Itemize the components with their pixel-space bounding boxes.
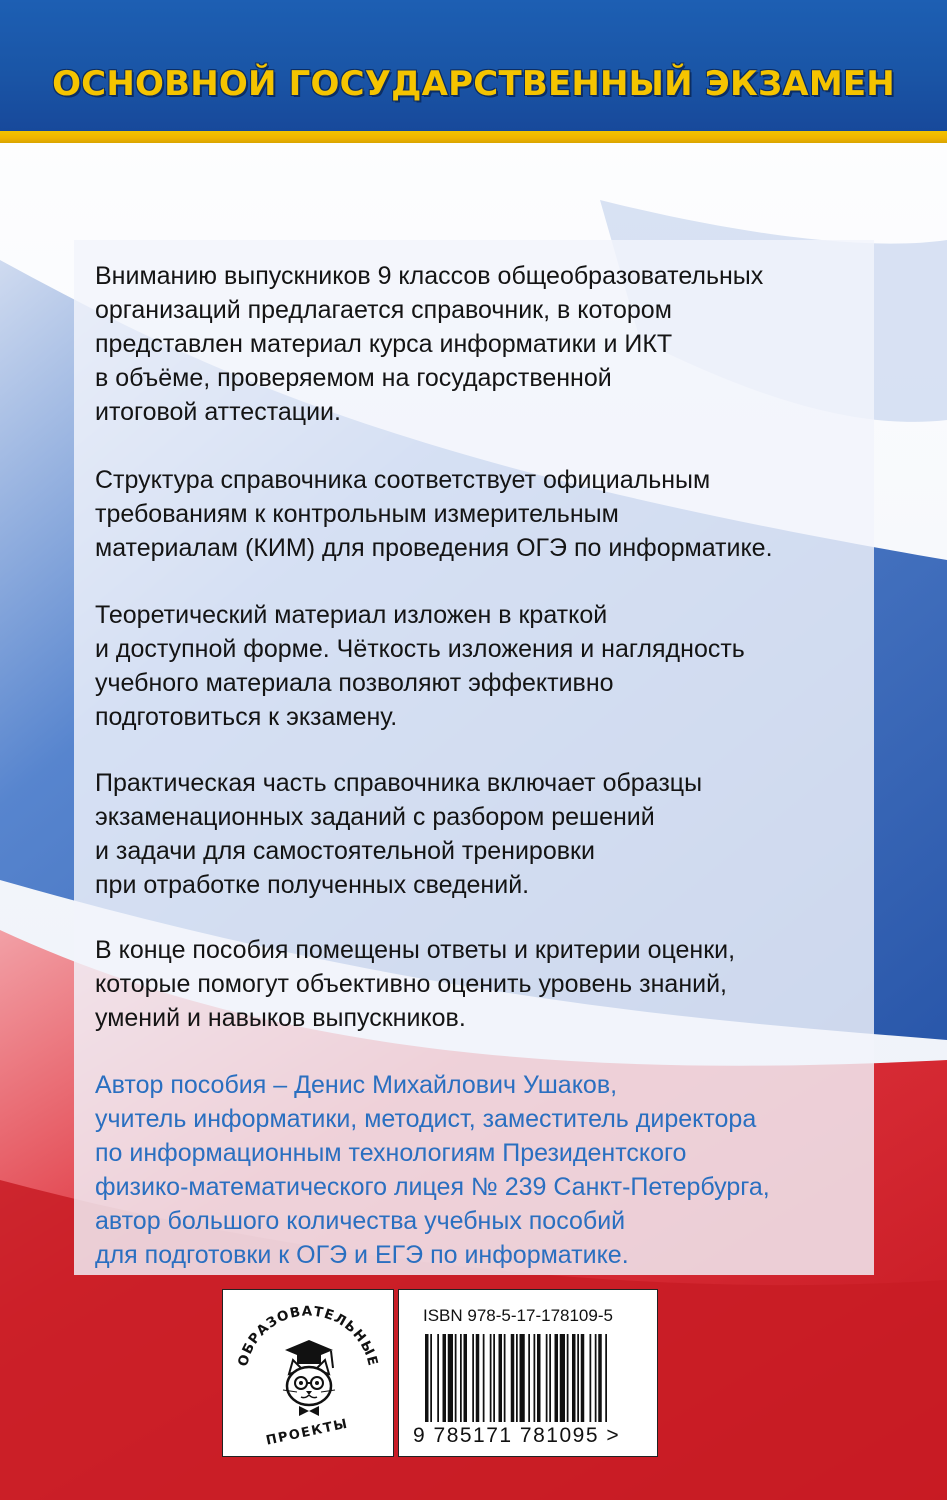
barcode-bar bbox=[493, 1334, 495, 1422]
cat-scholar-icon bbox=[223, 1290, 393, 1456]
barcode-bar bbox=[460, 1334, 462, 1422]
barcode-bar bbox=[425, 1334, 429, 1422]
barcode-bar bbox=[567, 1334, 569, 1422]
barcode-bar bbox=[455, 1334, 457, 1422]
isbn-label: ISBN 978-5-17-178109-5 bbox=[423, 1306, 613, 1325]
barcode-block bbox=[398, 1289, 658, 1457]
barcode-bar bbox=[483, 1334, 485, 1422]
author-info: Автор пособия – Денис Михайлович Ушаков, учитель информатики, методист, заместитель директора по информационным технологиям Президентского физико-математического лицея № 239 Санкт-Петербурга, автор большого количества учебных пособий для подготовки к ОГЭ и ЕГЭ по информатике. bbox=[95, 1071, 770, 1269]
barcode-bar bbox=[516, 1334, 518, 1422]
barcode-bar bbox=[448, 1334, 453, 1422]
paragraph-practice: Практическая часть справочника включает образцы экзаменационных заданий с разбором решений и задачи для самостоятельной тренировки при отработке полученных сведений. bbox=[95, 769, 703, 899]
barcode-bar bbox=[528, 1334, 530, 1422]
header-yellow-stripe bbox=[0, 131, 947, 143]
paragraph-answers: В конце пособия помещены ответы и критерии оценки, которые помогут объективно оценить уровень знаний, умений и навыков выпускников. bbox=[95, 936, 736, 1032]
barcode-bar bbox=[572, 1334, 576, 1422]
barcode-bar bbox=[581, 1334, 585, 1422]
barcode-bar bbox=[464, 1334, 468, 1422]
logo-arc-text: ОБРАЗОВАТЕЛЬНЫЕ bbox=[235, 1303, 381, 1369]
barcode-bar bbox=[546, 1334, 548, 1422]
barcode-bar bbox=[520, 1334, 525, 1422]
barcode-bar bbox=[511, 1334, 515, 1422]
logo-bottom-text: ПРОЕКТЫ bbox=[264, 1416, 350, 1449]
barcode-bar bbox=[430, 1334, 432, 1422]
barcode-bar bbox=[590, 1334, 592, 1422]
barcode-bar bbox=[577, 1334, 579, 1422]
paragraph-structure: Структура справочника соответствует официальным требованиям к контрольным измерительным материалам (КИМ) для проведения ОГЭ по информатике. bbox=[95, 466, 773, 562]
publisher-logo bbox=[222, 1289, 394, 1457]
paragraph-intro: Вниманию выпускников 9 классов общеобразовательных организаций предлагается справочник, в котором представлен материал курса информатики и ИКТ в объёме, проверяемом на государственной итоговой аттестации. bbox=[95, 262, 764, 426]
barcode-bar bbox=[595, 1334, 597, 1422]
barcode-bar bbox=[499, 1334, 503, 1422]
page-title: ОСНОВНОЙ ГОСУДАРСТВЕННЫЙ ЭКЗАМЕН bbox=[52, 64, 895, 104]
barcode-bar bbox=[490, 1334, 492, 1422]
barcode-bar bbox=[605, 1334, 607, 1422]
barcode-bar bbox=[437, 1334, 439, 1422]
barcode-bar bbox=[560, 1334, 565, 1422]
barcode-bar bbox=[472, 1334, 474, 1422]
barcode-bar bbox=[598, 1334, 602, 1422]
barcode-bar bbox=[443, 1334, 447, 1422]
barcode-bar bbox=[476, 1334, 480, 1422]
paragraph-theory: Теоретический материал изложен в краткой и доступной форме. Чёткость изложения и наглядность учебного материала позволяют эффективно подготовиться к экзамену. bbox=[95, 601, 745, 731]
barcode-bar bbox=[537, 1334, 541, 1422]
barcode-bar bbox=[534, 1334, 536, 1422]
barcode-bar bbox=[555, 1334, 559, 1422]
barcode-digits: 9 785171 781095 > bbox=[413, 1424, 621, 1447]
barcode-bar bbox=[549, 1334, 551, 1422]
barcode-bar bbox=[504, 1334, 506, 1422]
